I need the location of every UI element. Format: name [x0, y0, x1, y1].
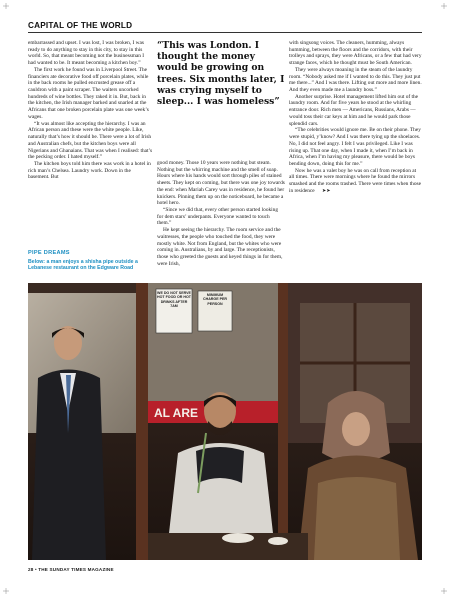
pull-quote: “This was London. I thought the money would be growing on trees. Six months later, I was crying myself to sleep... I was homeless”: [157, 40, 285, 108]
saucer-icon: [222, 533, 254, 543]
caption-text: Below: a man enjoys a shisha pipe outside a Lebanese restaurant on the Edgware Road: [28, 258, 138, 271]
paragraph: good money. Those 10 years were nothing but steam. Nothing but the whirring machine and the smell of soap. Hours where his hands would sort through piles of stained sheets. They kept on coming, but there was one joy towards the end: when Mariah Carey was in residence, he found her knickers. Pinning them up on the noticeboard, he became a hotel hero.: [157, 160, 285, 207]
crop-mark-icon: [441, 3, 447, 9]
page-footer: 28 • THE SUNDAY TIMES MAGAZINE: [28, 567, 114, 572]
text-column-1: [28, 40, 153, 181]
text-column-3: [289, 40, 422, 195]
continued-arrow-icon: ➤➤: [322, 187, 331, 194]
paragraph: “It was almost like accepting the hierarchy. I was an African person and these were the white people. Like, naturally that’s how it should be. There were a lot of Irish and Australian chefs, but the kitchen boys were all Nigerians and Ghanaians. That was when I realised: that’s the pecking order. I hated myself.”: [28, 120, 153, 161]
paragraph: The first work he found was in Liverpool Street. The financiers ate decorative food off porcelain plates, while in the back rooms he pulled encrusted grease off a cauldron with a paint scraper. The waiters uncorked hundreds of wine bottles. They raked it in. But, back in the kitchen, the Irish manager barked and snarled at the Africans that one broken porcelain plate was one week’s wages.: [28, 66, 149, 120]
photo: [28, 283, 422, 560]
photo-caption: [28, 250, 153, 272]
storefront-sign: AL ARE: [154, 406, 199, 420]
section-rule: [28, 32, 422, 33]
section-title: CAPITAL OF THE WORLD: [28, 21, 133, 30]
paragraph: “Since we did that, every other person started looking for dem stars’ underpants. Everyone wanted to touch them.”: [157, 207, 279, 227]
paragraph-text: Now he was a valet boy he was on call from reception at all times. There were mornings where he found the mirrors smashed and the rooms trashed. There were times when those in residence: [289, 167, 421, 194]
paragraph: embarrassed and upset. I was lost, I was broken, I was ready to do anything to stay in this city, to stay in this world. So, that meant becoming not the businessman I had wanted to be. It meant becoming a kitchen boy.”: [28, 40, 145, 67]
crop-mark-icon: [3, 588, 9, 594]
wood-pillar: [278, 283, 288, 560]
paragraph: “The celebrities would ignore me. Be on their phone. They were stupid, y’know? And I was there tying up the shoelaces. No, I did not feel angry. I felt I was privileged. Like I was rising up. That one day, when I made it, when I’m back in Africa, when I’m having my pleasure, there would be boys bending down, doing this for me.”: [289, 127, 421, 167]
paragraph: with singsong voices. The cleaners, humming, always humming, between the floors and the corridors, with their trolleys and sprays, they were Africans, or a few that had very strange faces, which he thought must be South American.: [289, 40, 422, 67]
cup-icon: [268, 537, 288, 545]
paragraph: They were always moaning in the steam of the laundry room. “Nobody asked me if I wanted to do this. They just put me there...” And I was there. Lifting out more and more linen. And they even made me a laundry boss.”: [289, 66, 422, 94]
paragraph: [289, 168, 422, 195]
notice-sign-right-text: MINIMUM CHARGE PER PERSON: [203, 293, 227, 306]
paragraph: The kitchen boys told him there was work in a hotel in rich man’s Chelsea. Laundry work. Down in the basement. But: [28, 160, 151, 181]
paragraph: Another surprise. Hotel management lifted him out of the laundry room. And for five years he stood at the whirling entrance door. Rich men — Americans, Russians, Arabs — would toss their car keys at him and he would park those splendid cars.: [289, 93, 419, 127]
wood-pillar: [136, 283, 148, 560]
crop-mark-icon: [441, 588, 447, 594]
photo-illustration: [28, 283, 422, 560]
crop-mark-icon: [3, 3, 9, 9]
text-column-2: [157, 160, 285, 268]
paragraph: He kept seeing the hierarchy. The room service and the waitresses, the people who touched the food, they were mostly white. Not from England, but the whites who were coming in. Australians, by and large. The receptionists, those who greeted the guests and keyed things in for them, were Irish,: [157, 227, 283, 267]
caption-title: PIPE DREAMS: [28, 250, 70, 256]
notice-sign-left-text: WE DO NOT SERVE HOT FOOD OR HOT DRINKS AFTER 7AM: [157, 291, 191, 309]
